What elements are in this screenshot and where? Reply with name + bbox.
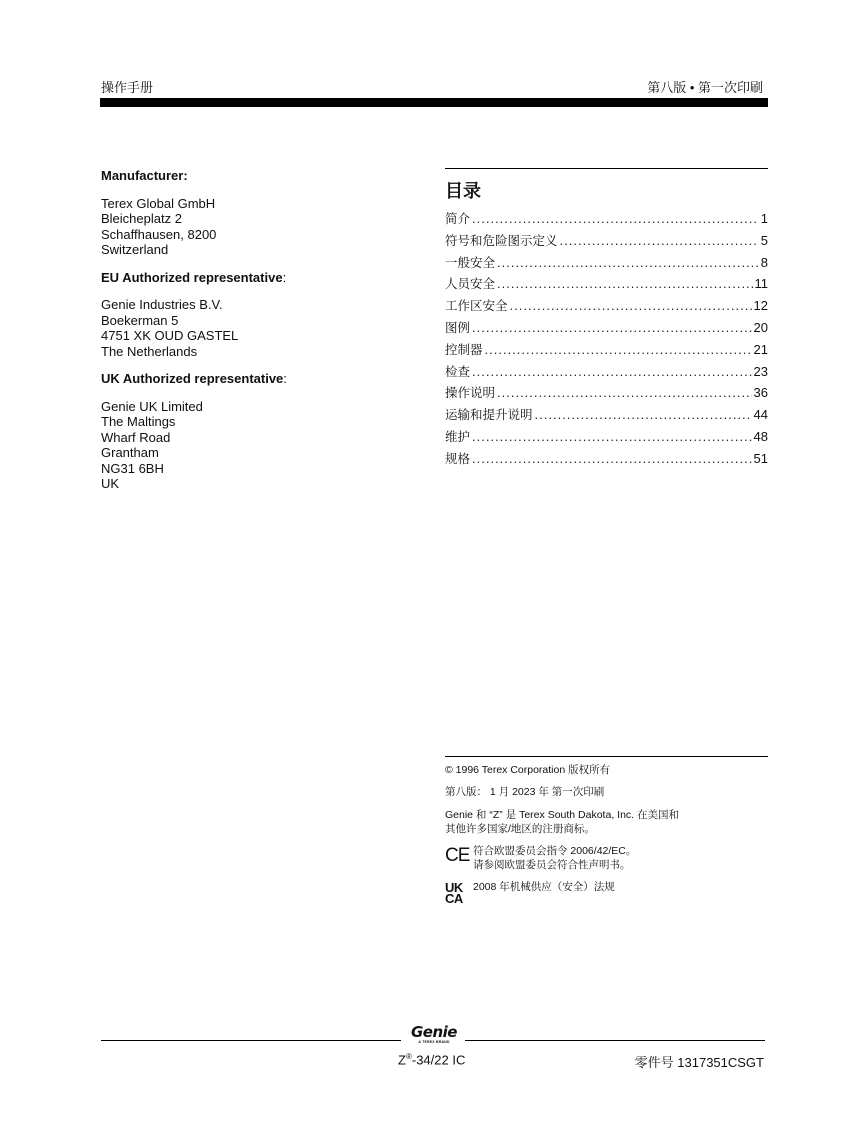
toc-entry[interactable] — [445, 274, 768, 296]
toc-entry[interactable] — [445, 296, 768, 318]
model-name: Z®-34/22 IC — [398, 1052, 466, 1068]
toc-entry-label: 一般安全 — [445, 254, 496, 270]
toc-entry-page: 1 — [760, 211, 768, 226]
toc-leader — [497, 385, 752, 400]
toc-entry[interactable] — [445, 427, 768, 449]
toc-entry-page: 44 — [753, 407, 768, 423]
toc-leader — [472, 211, 759, 226]
header-edition: 第八版 • 第一次印刷 — [647, 80, 763, 95]
header-rule — [100, 98, 768, 107]
toc-entry-label: 工作区安全 — [445, 298, 508, 314]
toc-entry-page: 8 — [760, 254, 768, 270]
toc-entry-label: 运输和提升说明 — [445, 407, 533, 423]
address-line: Bleicheplatz 2 — [101, 211, 182, 226]
address-line: 4751 XK OUD GASTEL — [101, 328, 239, 343]
toc-entry-page: 48 — [753, 428, 768, 444]
trademark-text — [445, 808, 768, 836]
toc-entry-label: 简介 — [445, 211, 471, 226]
toc-leader — [497, 255, 759, 270]
toc-entry[interactable] — [445, 318, 768, 340]
genie-logo — [405, 1025, 463, 1044]
ukca-text: 2008 年机械供应（安全）法规 — [473, 881, 615, 893]
address-line: Grantham — [101, 445, 159, 460]
table-of-contents — [445, 168, 768, 471]
eu-rep-address — [101, 297, 421, 359]
ce-compliance — [445, 844, 768, 872]
toc-leader — [472, 429, 752, 444]
toc-leader — [485, 342, 752, 357]
toc-leader — [472, 320, 752, 335]
toc-entry[interactable] — [445, 253, 768, 275]
ukca-compliance — [445, 880, 768, 904]
toc-entry[interactable] — [445, 449, 768, 471]
copyright-text: © 1996 Terex Corporation 版权所有 — [445, 764, 611, 776]
toc-entry-label: 符号和危险图示定义 — [445, 232, 558, 248]
logo-wordmark: Genie — [411, 1023, 457, 1041]
contacts-column — [101, 168, 421, 504]
address-line: The Netherlands — [101, 343, 198, 359]
manufacturer-address — [101, 196, 421, 258]
ce-mark-icon: CE — [445, 845, 470, 866]
address-line: Terex Global GmbH — [101, 195, 216, 211]
toc-title: 目录 — [445, 181, 481, 202]
address-line: Wharf Road — [101, 429, 171, 445]
trademark-line: Genie 和 “Z” 是 Terex South Dakota, Inc. 在美国和 — [445, 809, 679, 821]
ce-line: 请参阅欧盟委员会符合性声明书。 — [473, 859, 631, 871]
toc-entry-label: 控制器 — [445, 341, 483, 357]
toc-leader — [510, 298, 752, 313]
toc-leader — [497, 276, 752, 291]
toc-entry-page: 20 — [753, 319, 768, 335]
uk-rep-heading: UK Authorized representative: — [101, 371, 287, 386]
address-line: The Maltings — [101, 414, 176, 429]
ce-text — [473, 844, 768, 872]
edition-text: 第八版： 1 月 2023 年 第一次印刷 — [445, 786, 605, 798]
toc-entry-label: 操作说明 — [445, 385, 496, 401]
logo-tagline: A TEREX BRAND — [418, 1040, 450, 1044]
toc-entry[interactable] — [445, 383, 768, 405]
legal-notice — [445, 756, 768, 904]
toc-entry[interactable] — [445, 231, 768, 253]
header-manual-title: 操作手册 — [101, 80, 154, 95]
toc-entry-page: 51 — [753, 450, 768, 466]
footer-rule-left — [101, 1040, 401, 1041]
toc-entry[interactable] — [445, 340, 768, 362]
toc-list — [445, 209, 768, 471]
toc-entry-page: 21 — [753, 341, 768, 357]
part-number: 零件号 1317351CSGT — [634, 1055, 764, 1070]
toc-entry-label: 规格 — [445, 450, 471, 466]
toc-entry-label: 检查 — [445, 363, 471, 379]
toc-entry-page: 5 — [760, 232, 768, 248]
toc-leader — [560, 233, 759, 248]
address-line: Switzerland — [101, 242, 169, 257]
toc-entry-page: 36 — [753, 385, 768, 401]
toc-leader — [472, 451, 752, 466]
trademark-line: 其他许多国家/地区的注册商标。 — [445, 823, 595, 835]
toc-leader — [535, 407, 752, 422]
toc-entry[interactable] — [445, 405, 768, 427]
uk-rep-address — [101, 399, 421, 492]
address-line: Genie Industries B.V. — [101, 297, 223, 312]
toc-entry-page: 11 — [754, 276, 768, 292]
toc-entry[interactable] — [445, 362, 768, 384]
ukca-mark-icon — [445, 882, 473, 904]
address-line: UK — [101, 476, 120, 491]
toc-entry-page: 23 — [753, 363, 768, 379]
ukca-mark-top: UK — [445, 880, 463, 895]
address-line: Genie UK Limited — [101, 398, 203, 414]
address-line: Boekerman 5 — [101, 312, 179, 328]
toc-entry-page: 12 — [753, 298, 768, 314]
toc-entry-label: 维护 — [445, 428, 471, 444]
address-line: Schaffhausen, 8200 — [101, 226, 217, 242]
ce-line: 符合欧盟委员会指令 2006/42/EC。 — [473, 845, 637, 857]
toc-entry[interactable] — [445, 209, 768, 231]
ukca-mark-bottom: CA — [445, 891, 463, 906]
toc-entry-label: 图例 — [445, 319, 471, 335]
address-line: NG31 6BH — [101, 460, 164, 476]
manufacturer-heading: Manufacturer: — [101, 168, 188, 183]
toc-entry-label: 人员安全 — [445, 276, 496, 292]
toc-leader — [472, 364, 752, 379]
footer-rule-right — [465, 1040, 765, 1041]
eu-rep-heading: EU Authorized representative: — [101, 269, 287, 285]
